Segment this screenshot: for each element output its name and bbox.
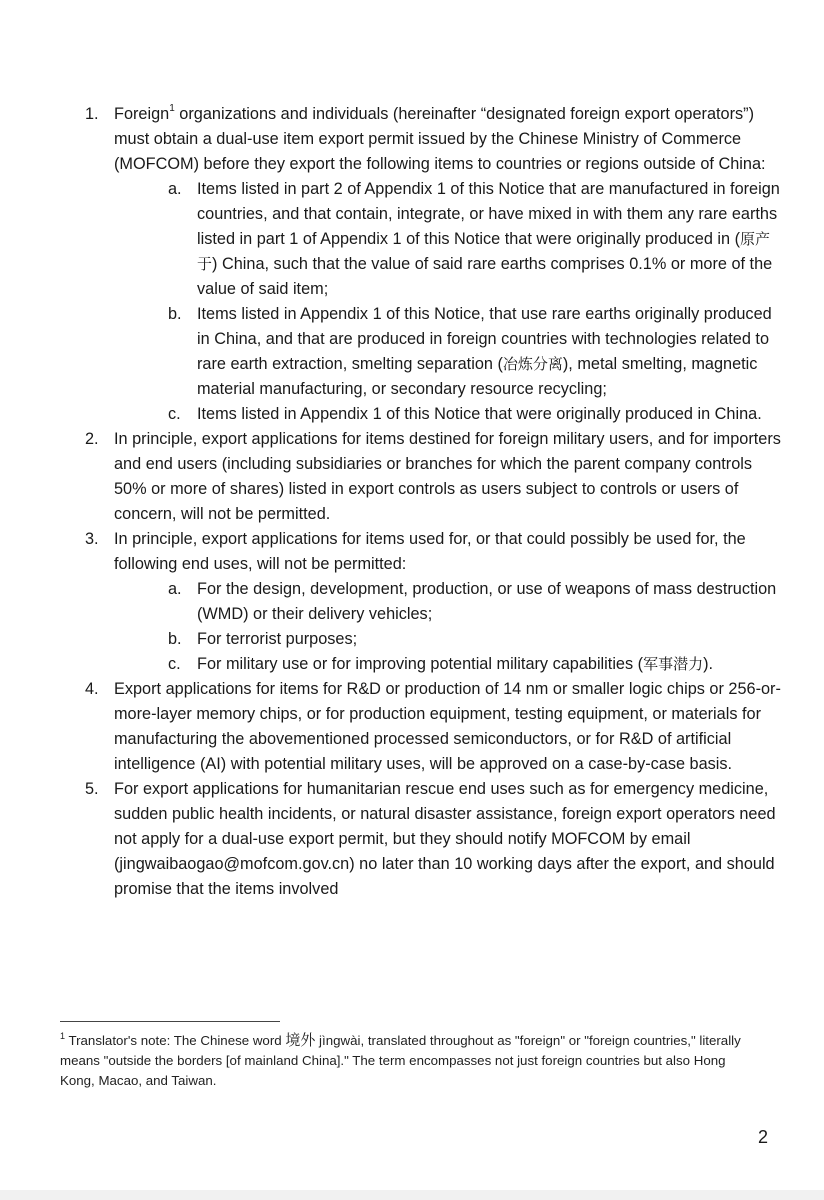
sub-list-item-1b	[168, 302, 785, 402]
sub-list-item-3c	[168, 652, 785, 677]
main-numbered-list	[85, 102, 785, 902]
list-item-1	[85, 102, 785, 427]
sub-list-item-3a	[168, 577, 785, 627]
sub-list-item-1c	[168, 402, 785, 427]
list-item-5	[85, 777, 785, 902]
list-item-3	[85, 527, 785, 677]
list-item-number: 3.	[85, 530, 99, 548]
sub-item-text: Items listed in Appendix 1 of this Notice, that use rare earths originally produced in China, and that are produced in foreign countries with technologies related to rare earth extraction, smelting separation (	[197, 305, 772, 373]
sub-item-letter: c.	[168, 655, 181, 673]
footnote-marker: 1	[60, 1030, 66, 1041]
list-item-number: 1.	[85, 105, 99, 123]
sub-item-letter: c.	[168, 405, 181, 423]
list-item-text: Export applications for items for R&D or production of 14 nm or smaller logic chips or 256-or-more-layer memory chips, or for production equipment, testing equipment, or materials for manufacturing the abovementioned processed semiconductors, or for R&D of artificial intelligence (AI) with potential military uses, will be approved on a case-by-case basis.	[114, 680, 781, 773]
sub-list-item-3b	[168, 627, 785, 652]
list-item-4	[85, 677, 785, 777]
sub-list	[114, 577, 785, 677]
list-item-text: For export applications for humanitarian rescue end uses such as for emergency medicine, sudden public health incidents, or natural disaster assistance, foreign export operators need not apply for a dual-use export permit, but they should notify MOFCOM by email (jingwaibaogao@mofcom.gov.cn) no later than 10 working days after the export, and should promise that the items involved	[114, 780, 776, 898]
chinese-term: 境外	[285, 1031, 316, 1049]
sub-item-text: Items listed in Appendix 1 of this Notice that were originally produced in China.	[197, 405, 762, 423]
sub-item-text: For military use or for improving potential military capabilities (	[197, 655, 644, 673]
sub-item-letter: b.	[168, 630, 182, 648]
sub-item-letter: a.	[168, 180, 182, 198]
list-item-text: In principle, export applications for items destined for foreign military users, and for importers and end users (including subsidiaries or branches for which the parent company controls 50% or more of shares) listed in export controls as users subject to controls or users of concern, will not be permitted.	[114, 430, 781, 523]
list-item-number: 4.	[85, 680, 99, 698]
list-item-number: 2.	[85, 430, 99, 448]
list-item-number: 5.	[85, 780, 99, 798]
sub-item-text: ).	[703, 655, 714, 673]
chinese-term: 冶炼分离	[502, 355, 563, 373]
sub-item-text: For the design, development, production, or use of weapons of mass destruction (WMD) or their delivery vehicles;	[197, 580, 777, 623]
footnote-divider	[60, 1021, 280, 1022]
chinese-term: 军事潜力	[643, 655, 704, 673]
chinese-term: 原产于	[197, 230, 771, 273]
sub-item-text: ), metal smelting, magnetic material manufacturing, or secondary resource recycling;	[197, 355, 758, 398]
footnote-text: Translator's note: The Chinese word	[65, 1033, 286, 1048]
list-item-2	[85, 427, 785, 527]
sub-list	[114, 177, 785, 427]
footnote-reference[interactable]: 1	[169, 102, 175, 114]
sub-item-text: ) China, such that the value of said rare earths comprises 0.1% or more of the value of said item;	[197, 255, 773, 298]
footnote	[60, 1030, 760, 1091]
page-number: 2	[758, 1127, 769, 1147]
sub-item-letter: b.	[168, 305, 182, 323]
sub-item-letter: a.	[168, 580, 182, 598]
sub-item-text: Items listed in part 2 of Appendix 1 of this Notice that are manufactured in foreign countries, and that contain, integrate, or have mixed in with them any rare earths listed in part 1 of Appendix 1 of this Notice that were originally produced in (	[197, 180, 780, 248]
footnote-text: jìngwài, translated throughout as "foreign" or "foreign countries," literally means "outside the borders [of mainland China]." The term encompasses not just foreign countries but also Hong Kong, Macao, and Taiwan.	[60, 1033, 741, 1088]
sub-list-item-1a	[168, 177, 785, 302]
page-bottom-edge	[0, 1190, 824, 1200]
list-item-text: organizations and individuals (hereinafter “designated foreign export operators”) must obtain a dual-use item export permit issued by the Chinese Ministry of Commerce (MOFCOM) before they export the following items to countries or regions outside of China:	[114, 105, 766, 173]
sub-item-text: For terrorist purposes;	[197, 630, 358, 648]
list-item-text: Foreign	[114, 105, 170, 123]
list-item-text: In principle, export applications for items used for, or that could possibly be used for, the following end uses, will not be permitted:	[114, 530, 746, 573]
